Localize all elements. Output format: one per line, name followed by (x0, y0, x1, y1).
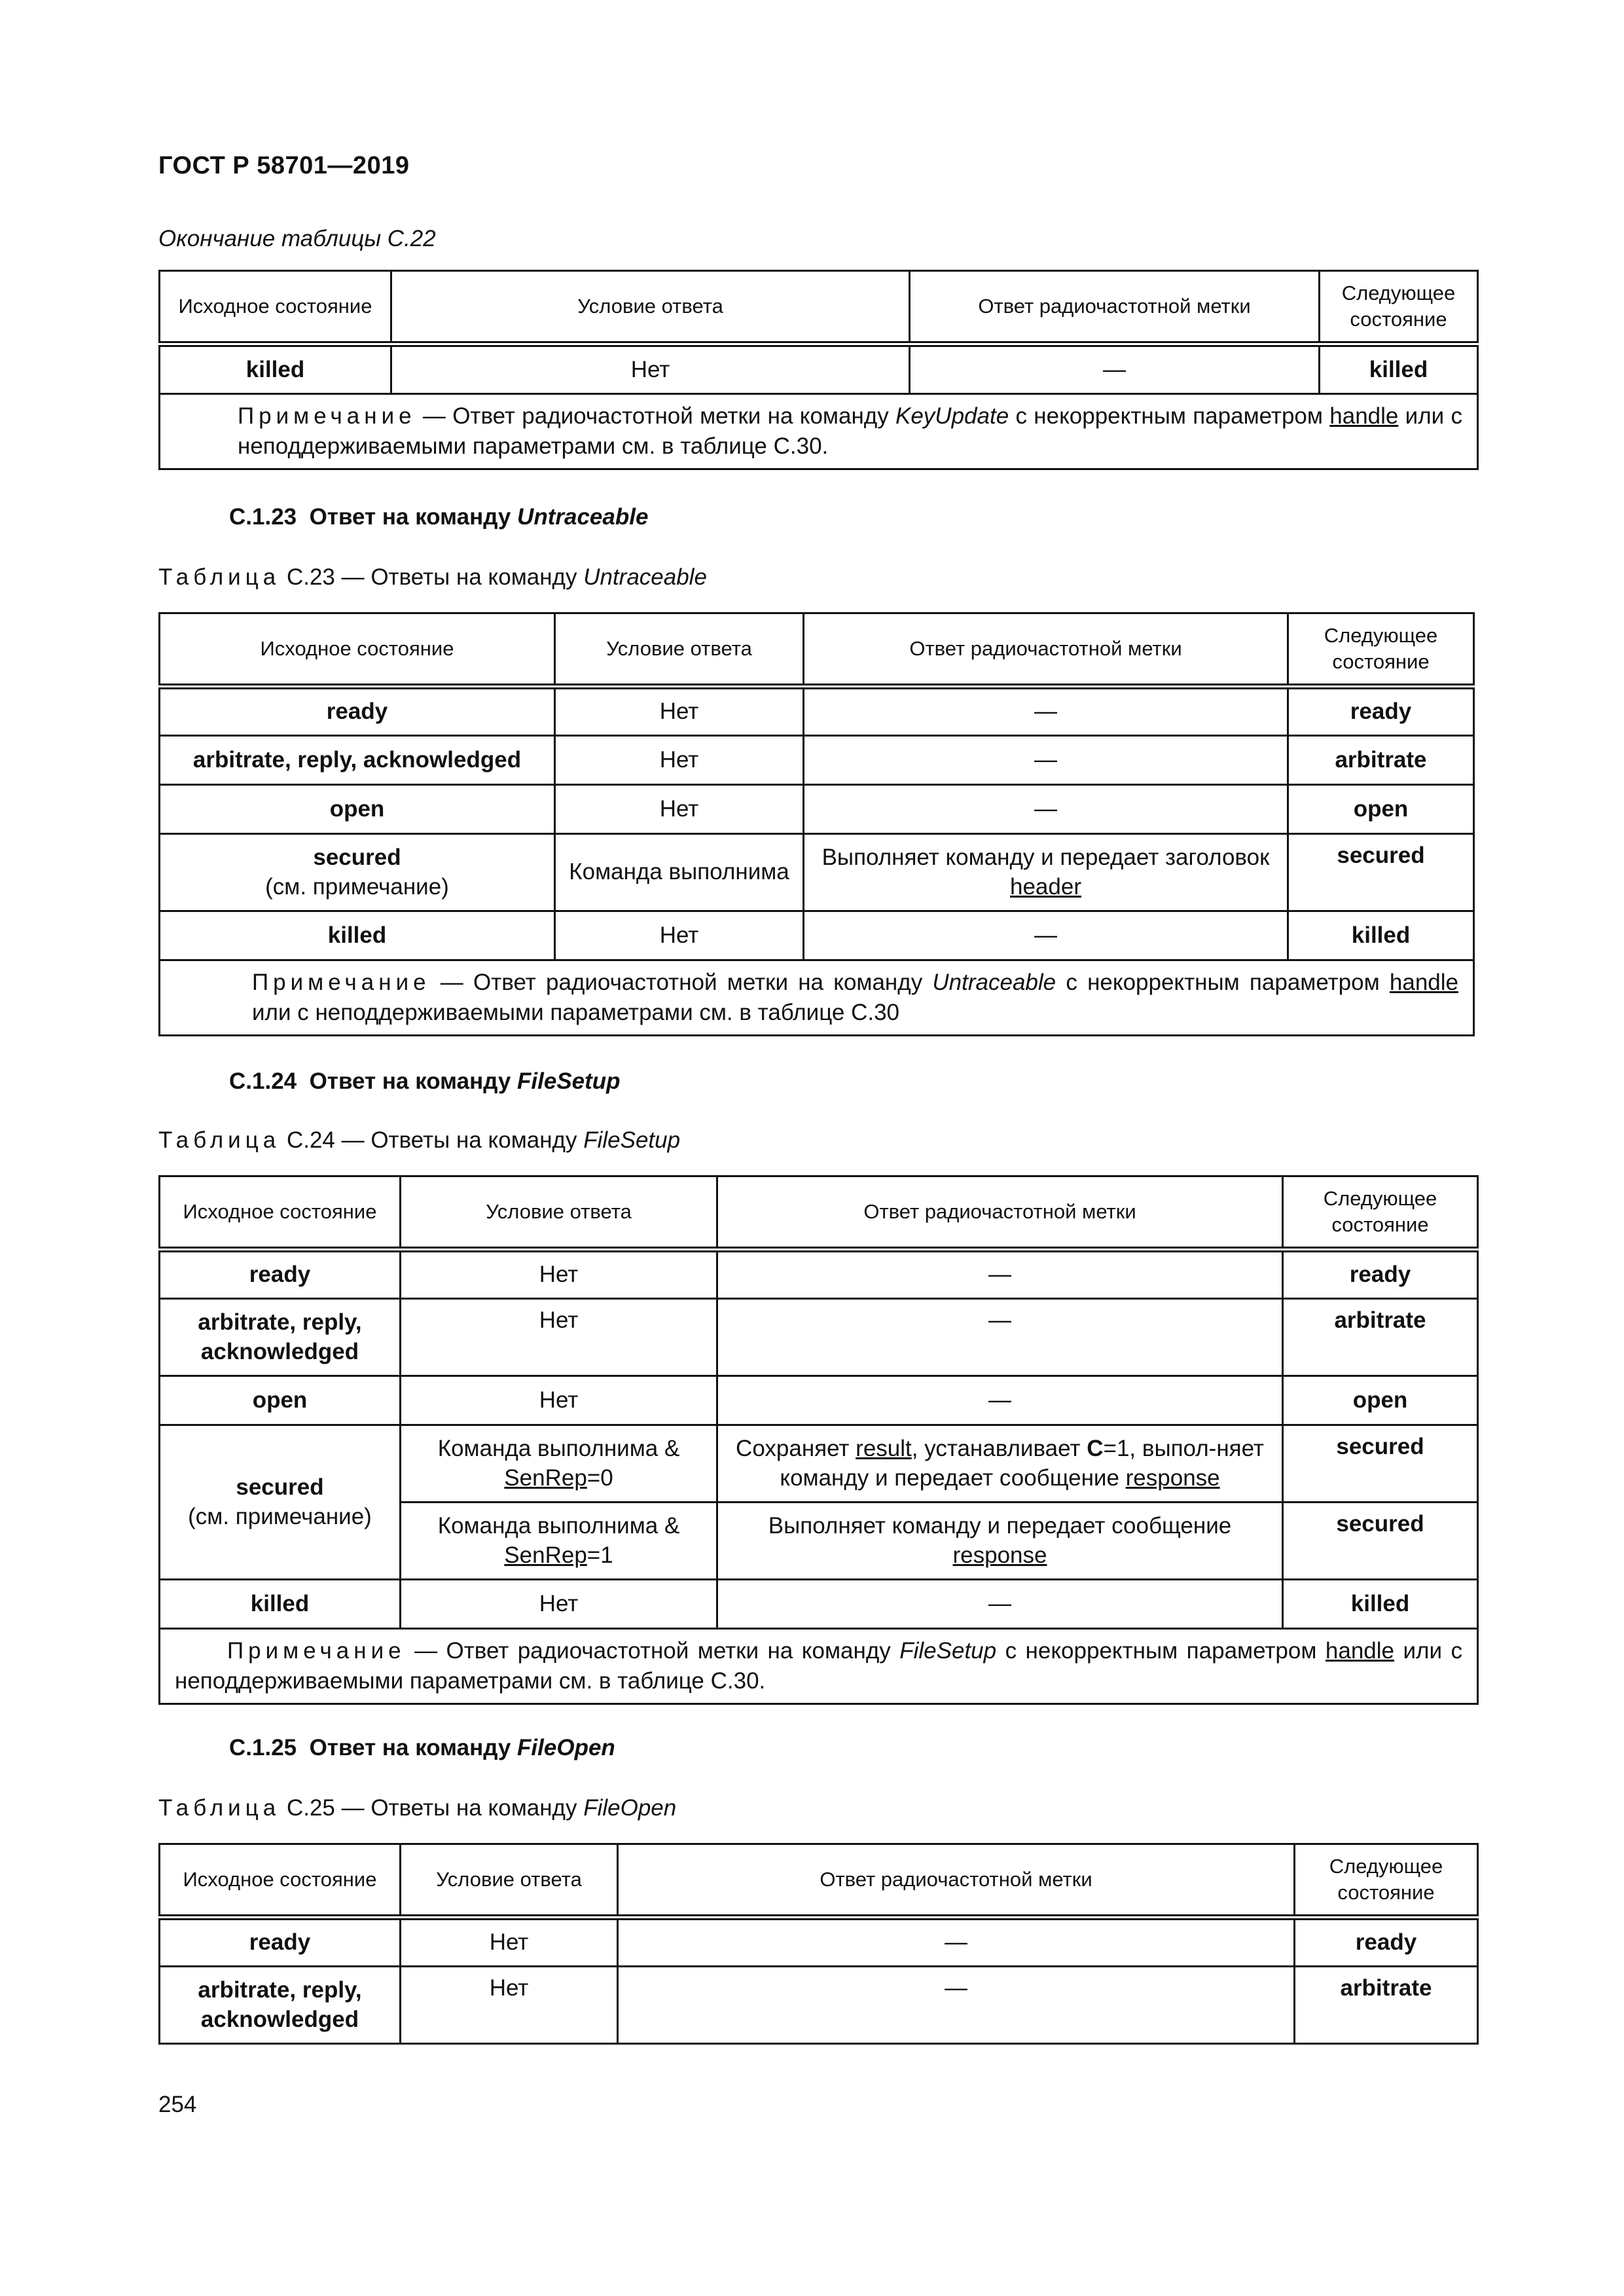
col-header-initial-state: Исходное состояние (160, 613, 555, 687)
cell-state: killed (160, 911, 555, 960)
col-header-condition: Условие ответа (391, 271, 910, 344)
col-header-reply: Ответ радиочастотной метки (804, 613, 1288, 687)
cell-reply: — (804, 736, 1288, 785)
table-c25 (158, 1843, 1479, 2045)
col-header-initial-state: Исходное состояние (160, 1844, 401, 1918)
col-header-reply: Ответ радиочастотной метки (618, 1844, 1295, 1918)
table-caption-c25: Таблица C.25 — Ответы на команду FileOpen (158, 1795, 677, 1821)
table-row (160, 1299, 1478, 1376)
table-row (160, 785, 1474, 834)
document-id: ГОСТ Р 58701—2019 (158, 152, 410, 179)
table-row (160, 1376, 1478, 1425)
cell-reply: Выполняет команду и передает заголовок header (804, 834, 1288, 911)
cell-next-state: secured (1288, 834, 1474, 911)
table-note: Примечание — Ответ радиочастотной метки на команду KeyUpdate с некорректным параметром handle или с неподдерживаемыми параметрами см. в таблице C.30. (160, 394, 1478, 469)
cell-condition: Команда выполнима (555, 834, 804, 911)
cell-reply: — (717, 1299, 1283, 1376)
cell-condition: Команда выполнима & SenRep=1 (401, 1503, 717, 1580)
table-row (160, 1425, 1478, 1503)
cell-next-state: arbitrate (1288, 736, 1474, 785)
cell-state: killed (160, 1580, 401, 1629)
col-header-next-state: Следующее состояние (1288, 613, 1474, 687)
cell-reply: Выполняет команду и передает сообщение response (717, 1503, 1283, 1580)
table-note-row (160, 1629, 1478, 1704)
cell-state: ready (160, 687, 555, 736)
cell-state: open (160, 785, 555, 834)
cell-condition: Нет (391, 344, 910, 394)
cell-state: arbitrate, reply, acknowledged (160, 1967, 401, 2044)
cell-state: ready (160, 1918, 401, 1967)
cell-next-state: killed (1283, 1580, 1478, 1629)
cell-reply: — (804, 911, 1288, 960)
cell-reply: — (618, 1918, 1295, 1967)
table-row (160, 1580, 1478, 1629)
cell-reply: — (717, 1580, 1283, 1629)
table-caption-c23: Таблица C.23 — Ответы на команду Untraceable (158, 564, 707, 590)
table-note: Примечание — Ответ радиочастотной метки на команду Untraceable с некорректным параметром handle или с неподдерживаемыми параметрами см. в таблице C.30 (160, 960, 1474, 1036)
cell-state: arbitrate, reply, acknowledged (160, 1299, 401, 1376)
cell-next-state: secured (1283, 1503, 1478, 1580)
col-header-next-state: Следующее состояние (1320, 271, 1478, 344)
cell-next-state: killed (1320, 344, 1478, 394)
cell-reply: — (618, 1967, 1295, 2044)
cell-condition: Нет (401, 1580, 717, 1629)
col-header-next-state: Следующее состояние (1295, 1844, 1478, 1918)
section-heading-c124: C.1.24 Ответ на команду FileSetup (229, 1068, 621, 1094)
table-row (160, 1250, 1478, 1299)
cell-state: open (160, 1376, 401, 1425)
cell-state: secured (см. примечание) (160, 1425, 401, 1580)
col-header-reply: Ответ радиочастотной метки (910, 271, 1320, 344)
col-header-condition: Условие ответа (401, 1844, 618, 1918)
col-header-condition: Условие ответа (555, 613, 804, 687)
cell-condition: Нет (401, 1250, 717, 1299)
cell-reply: — (804, 785, 1288, 834)
col-header-condition: Условие ответа (401, 1176, 717, 1250)
table-row (160, 344, 1478, 394)
cell-state: ready (160, 1250, 401, 1299)
cell-condition: Нет (555, 736, 804, 785)
cell-next-state: ready (1295, 1918, 1478, 1967)
cell-next-state: killed (1288, 911, 1474, 960)
col-header-reply: Ответ радиочастотной метки (717, 1176, 1283, 1250)
cell-condition: Команда выполнима & SenRep=0 (401, 1425, 717, 1503)
cell-next-state: arbitrate (1283, 1299, 1478, 1376)
cell-condition: Нет (401, 1967, 618, 2044)
table-note-row (160, 960, 1474, 1036)
table-row (160, 834, 1474, 911)
col-header-initial-state: Исходное состояние (160, 1176, 401, 1250)
cell-condition: Нет (401, 1376, 717, 1425)
cell-reply: — (804, 687, 1288, 736)
cell-state: secured (см. примечание) (160, 834, 555, 911)
cell-reply: — (910, 344, 1320, 394)
table-caption-c24: Таблица C.24 — Ответы на команду FileSetup (158, 1127, 681, 1153)
table-row (160, 687, 1474, 736)
cell-next-state: open (1283, 1376, 1478, 1425)
cell-reply: — (717, 1376, 1283, 1425)
col-header-next-state: Следующее состояние (1283, 1176, 1478, 1250)
cell-condition: Нет (401, 1299, 717, 1376)
table-note: Примечание — Ответ радиочастотной метки на команду FileSetup с некорректным параметром handle или с неподдерживаемыми параметрами см. в таблице C.30. (160, 1629, 1478, 1704)
page-number: 254 (158, 2092, 197, 2117)
section-heading-c125: C.1.25 Ответ на команду FileOpen (229, 1735, 615, 1760)
table-note-row (160, 394, 1478, 469)
cell-next-state: arbitrate (1295, 1967, 1478, 2044)
table-c22 (158, 270, 1479, 470)
table-c24 (158, 1175, 1479, 1705)
table-c23 (158, 612, 1475, 1036)
continuation-caption: Окончание таблицы C.22 (158, 226, 436, 251)
cell-reply: — (717, 1250, 1283, 1299)
cell-next-state: open (1288, 785, 1474, 834)
table-row (160, 911, 1474, 960)
section-heading-c123: C.1.23 Ответ на команду Untraceable (229, 504, 649, 530)
cell-condition: Нет (555, 785, 804, 834)
cell-condition: Нет (401, 1918, 618, 1967)
cell-condition: Нет (555, 687, 804, 736)
table-row (160, 1918, 1478, 1967)
cell-state: arbitrate, reply, acknowledged (160, 736, 555, 785)
col-header-initial-state: Исходное состояние (160, 271, 391, 344)
cell-next-state: ready (1283, 1250, 1478, 1299)
cell-next-state: ready (1288, 687, 1474, 736)
cell-next-state: secured (1283, 1425, 1478, 1503)
cell-reply: Сохраняет result, устанавливает C=1, выпол-няет команду и передает сообщение response (717, 1425, 1283, 1503)
table-row (160, 736, 1474, 785)
cell-state: killed (160, 344, 391, 394)
cell-condition: Нет (555, 911, 804, 960)
table-row (160, 1967, 1478, 2044)
